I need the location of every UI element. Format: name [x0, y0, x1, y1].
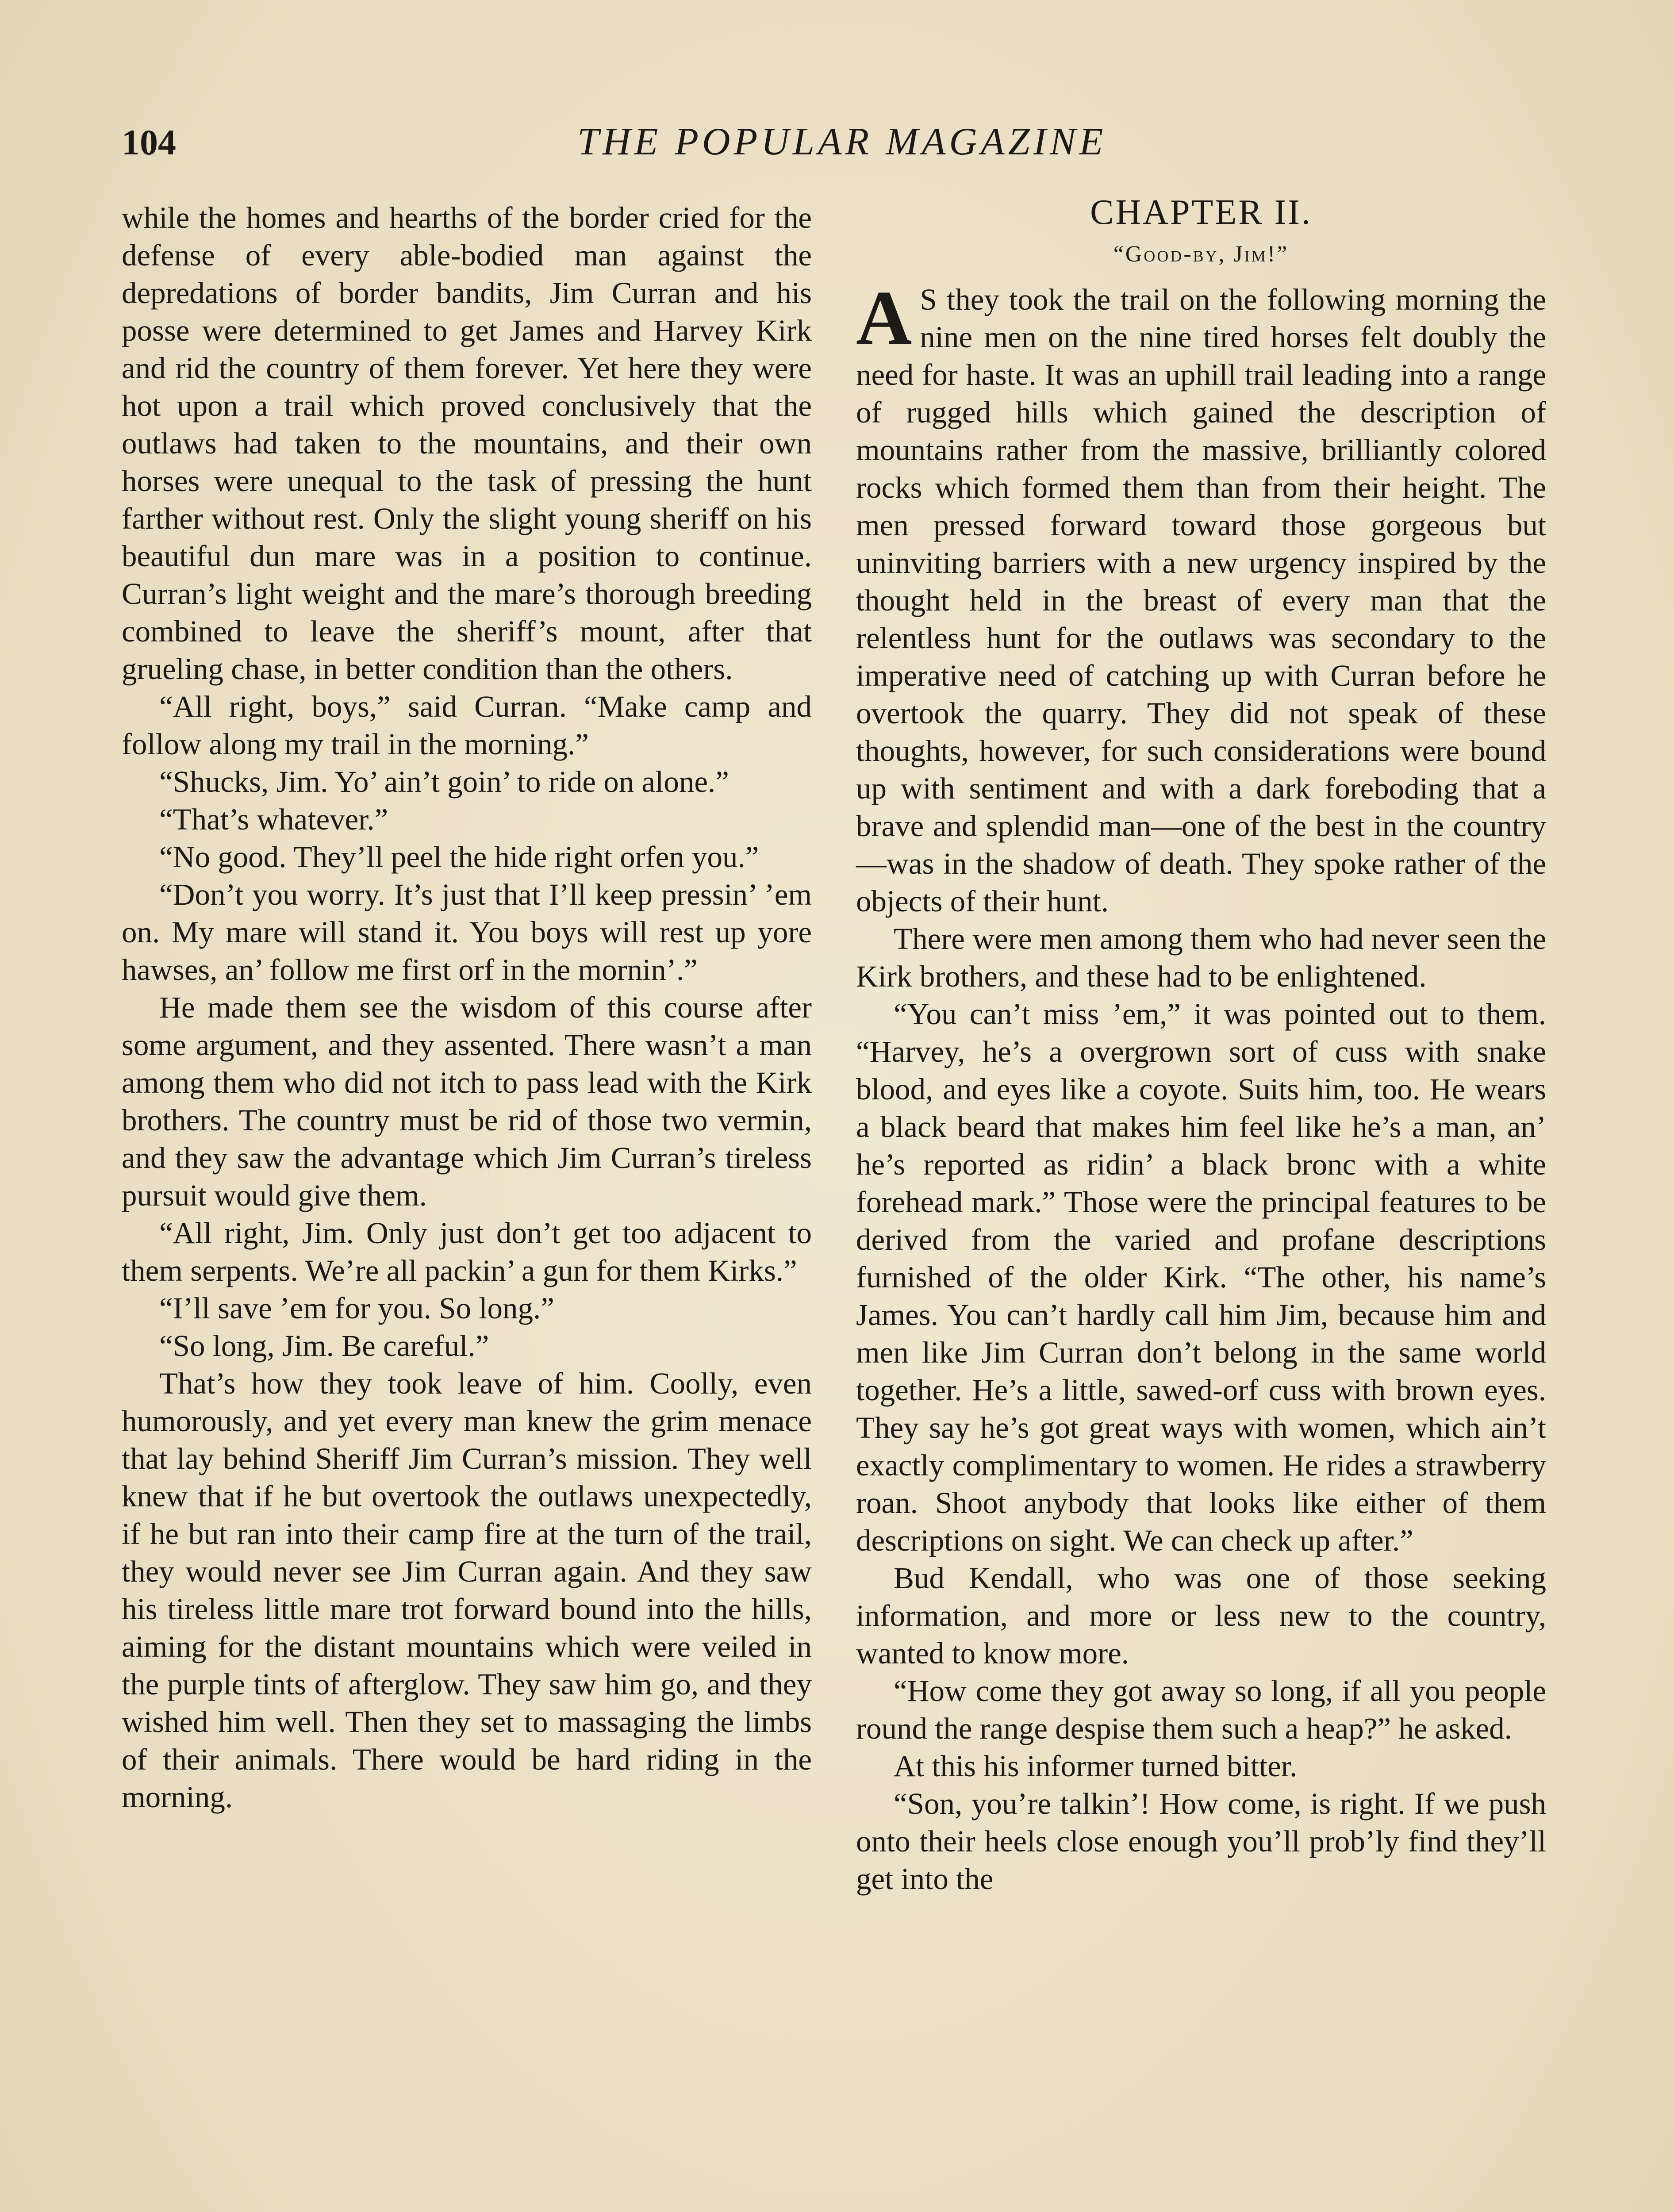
- paragraph: “Son, you’re talkin’! How come, is right. If we push onto their heels close enough you’ll prob’ly find they’ll get into the: [856, 1787, 1546, 1896]
- paragraph: “Shucks, Jim. Yo’ ain’t goin’ to ride on alone.”: [159, 765, 729, 799]
- page-header: [122, 113, 1542, 175]
- drop-cap: A: [856, 275, 912, 361]
- paragraph: “Don’t you worry. It’s just that I’ll keep pressin’ ’em on. My mare will stand it. You boys will rest up yore hawses, an’ follow me first orf in the mornin’.”: [122, 878, 812, 987]
- magazine-title: THE POPULAR MAGAZINE: [577, 120, 1107, 163]
- chapter-heading: CHAPTER II.: [1090, 193, 1312, 232]
- paragraph: “So long, Jim. Be careful.”: [159, 1329, 489, 1363]
- left-column: [122, 199, 812, 1816]
- paragraph: “You can’t miss ’em,” it was pointed out to them. “Harvey, he’s a overgrown sort of cuss with snake blood, and eyes like a coyote. Suits him, too. He wears a black beard that makes him feel like he’s a man, an’ he’s reported as ridin’ a black bronc with a white forehead mark.” Those were the principal features to be derived from the varied and profane descriptions furnished of the older Kirk. “The other, his name’s James. You can’t hardly call him Jim, because him and men like Jim Curran don’t belong in the same world together. He’s a little, sawed-orf cuss with brown eyes. They say he’s got great ways with women, which ain’t exactly complimentary to women. He rides a strawberry roan. Shoot anybody that looks like either of them descriptions on sight. We can check up after.”: [856, 997, 1546, 1557]
- paragraph: “All right, boys,” said Curran. “Make camp and follow along my trail in the morning.”: [122, 690, 812, 761]
- paragraph: There were men among them who had never seen the Kirk brothers, and these had to be enlightened.: [856, 922, 1546, 993]
- paragraph: He made them see the wisdom of this course after some argument, and they assented. There wasn’t a man among them who did not itch to pass lead with the Kirk brothers. The country must be rid of those two vermin, and they saw the advantage which Jim Curran’s tireless pursuit would give them.: [122, 991, 812, 1212]
- opening-text: S they took the trail on the following morning the nine men on the nine tired horses felt doubly the need for haste. It was an uphill trail leading into a range of rugged hills which gained the description of mountains rather from the massive, brilliantly colored rocks which formed them than from their height. The men pressed forward toward those gorgeous but uninviting barriers with a new urgency inspired by the thought held in the breast of every man that the relentless hunt for the outlaws was secondary to the imperative need of catching up with Curran before he overtook the quarry. They did not speak of these thoughts, however, for such considerations were bound up with sentiment and with a dark foreboding that a brave and splendid man—one of the best in the country—was in the shadow of death. They spoke rather of the objects of their hunt.: [856, 283, 1546, 918]
- paragraph: “All right, Jim. Only just don’t get too adjacent to them serpents. We’re all packin’ a gun for them Kirks.”: [122, 1216, 812, 1287]
- paragraph: That’s how they took leave of him. Coolly, even humorously, and yet every man knew the grim menace that lay behind Sheriff Jim Curran’s mission. They well knew that if he but overtook the outlaws unexpectedly, if he but ran into their camp fire at the turn of the trail, they would never see Jim Curran again. And they saw his tireless little mare trot forward bound into the hills, aiming for the distant mountains which were veiled in the purple tints of afterglow. They saw him go, and they wished him well. Then they set to massaging the limbs of their animals. There would be hard riding in the morning.: [122, 1367, 812, 1814]
- paragraph: Bud Kendall, who was one of those seeking information, and more or less new to the country, wanted to know more.: [856, 1561, 1546, 1670]
- paragraph: “How come they got away so long, if all you people round the range despise them such a heap?” he asked.: [856, 1674, 1546, 1745]
- paragraph: At this his informer turned bitter.: [894, 1749, 1298, 1783]
- paragraph: “That’s whatever.”: [159, 803, 388, 836]
- paragraph: “No good. They’ll peel the hide right orfen you.”: [159, 840, 759, 874]
- right-column: [856, 190, 1546, 1898]
- paragraph: while the homes and hearths of the border cried for the defense of every able-bodied man against the depredations of border bandits, Jim Curran and his posse were determined to get James and Harvey Kirk and rid the country of them forever. Yet here they were hot upon a trail which proved conclusively that the outlaws had taken to the mountains, and their own horses were unequal to the task of pressing the hunt farther without rest. Only the slight young sheriff on his beautiful dun mare was in a position to continue. Curran’s light weight and the mare’s thorough breeding combined to leave the sheriff’s mount, after that grueling chase, in better condition than the others.: [122, 201, 812, 686]
- page-number: 104: [122, 122, 176, 162]
- chapter-subtitle: “Good-by, Jim!”: [1113, 242, 1289, 267]
- chapter-opening-paragraph: [856, 275, 1546, 920]
- paragraph: “I’ll save ’em for you. So long.”: [159, 1291, 554, 1325]
